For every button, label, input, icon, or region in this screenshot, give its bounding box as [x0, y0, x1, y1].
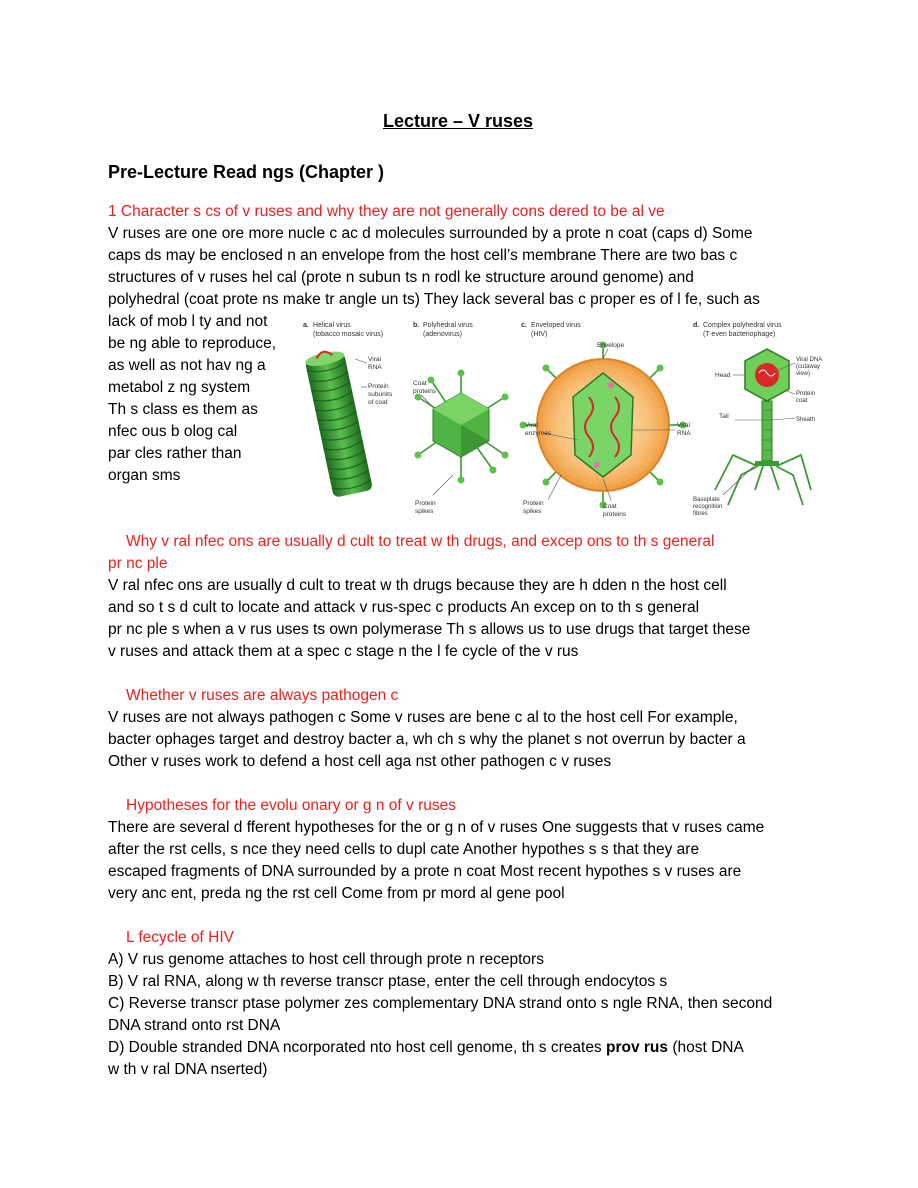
section-subtitle: Pre-Lecture Read ngs (Chapter ) [108, 162, 385, 182]
label-envelope: Envelope [597, 342, 625, 349]
section-hiv-lifecycle [108, 927, 808, 1081]
paragraph-line: structures of v ruses hel cal (prote n subun ts n rodl ke structure around genome) and [108, 269, 694, 286]
label-protein-spikes: Protein [415, 500, 436, 507]
label-baseplate: Baseplate [693, 497, 720, 503]
label-viral-dna: (cutaway [796, 364, 821, 370]
panel-a-title [303, 322, 383, 338]
paragraph-line: after the rst cells, s nce they need cells to dupl cate Another hypothes s s that they are [108, 841, 700, 858]
label-protein-spikes-c: spikes [523, 508, 542, 515]
label-coat-proteins-c: Coat [603, 503, 617, 510]
paragraph-line: lack of mob l ty and not [108, 313, 268, 330]
paragraph-line: V ruses are one ore more nucle c ac d molecules surrounded by a prote n coat (caps d) Some [108, 225, 753, 242]
label-head: Head [715, 372, 731, 379]
label-protein-subunits: Protein [368, 383, 389, 390]
paragraph-line: pr nc ple s when a v rus uses ts own polymerase Th s allows us to use drugs that target these [108, 621, 751, 638]
label-baseplate: fibres [693, 511, 708, 517]
paragraph-line: as well as not hav ng a [108, 357, 266, 374]
section-pathogenic [108, 685, 808, 773]
section-heading: Why v ral nfec ons are usually d cult to treat w th drugs, and excep ons to th s general [126, 533, 715, 550]
provirus-term: prov rus [606, 1039, 669, 1056]
panel-subtitle: (adenovirus) [423, 331, 462, 338]
panel-subtitle: (T-even bacteriophage) [703, 331, 776, 338]
section-heading: L fecycle of HIV [126, 929, 234, 946]
panel-letter: d. [693, 322, 700, 329]
label-protein-coat: Protein [796, 391, 816, 397]
panel-title: Complex polyhedral virus [703, 322, 782, 329]
list-item [108, 1037, 808, 1059]
label-protein-spikes-c: Protein [523, 500, 544, 507]
list-item: C) Reverse transcr ptase polymer zes complementary DNA strand onto s ngle RNA, then second [108, 995, 773, 1012]
label-viral-rna-c: Viral [677, 422, 690, 429]
list-item-text: (host DNA [668, 1039, 744, 1056]
label-viral-rna-c: RNA [677, 430, 691, 437]
label-coat-proteins: proteins [413, 388, 437, 395]
panel-title: Polyhedral virus [423, 322, 473, 329]
label-protein-spikes: spikes [415, 508, 434, 515]
panel-subtitle: (tobacco mosaic virus) [313, 331, 384, 338]
panel-letter: a. [303, 322, 309, 329]
paragraph-line: Other v ruses work to defend a host cell aga nst other pathogen c v ruses [108, 753, 612, 770]
panel-title: Helical virus [313, 322, 351, 329]
paragraph-line: very anc ent, preda ng the rst cell Come from pr mord al gene pool [108, 885, 565, 902]
page-title: Lecture – V ruses [382, 111, 534, 131]
section-viral-infections [108, 531, 808, 663]
section-heading: pr nc ple [108, 555, 168, 572]
polyhedral-virus-illustration [413, 370, 509, 516]
panel-letter: c. [521, 322, 527, 329]
paragraph-line: be ng able to reproduce, [108, 335, 277, 352]
panel-title: Enveloped virus [531, 322, 581, 329]
section-heading: 1 Character s cs of v ruses and why they are not generally cons dered to be al ve [108, 203, 665, 220]
label-baseplate: recognition [693, 504, 723, 510]
label-viral-enzymes: enzymes [525, 430, 552, 437]
wrapped-text-column [108, 311, 293, 487]
label-viral-rna: RNA [368, 364, 382, 371]
paragraph-line: Th s class es them as [108, 401, 258, 418]
paragraph-line: caps ds may be enclosed n an envelope from the host cell’s membrane There are two bas c [108, 247, 738, 264]
paragraph-line: and so t s d cult to locate and attack v rus-spec c products An excep on to th s general [108, 599, 700, 616]
panel-c-title [521, 322, 581, 338]
panel-subtitle: (HIV) [531, 331, 548, 338]
label-sheath: Sheath [796, 417, 816, 423]
panel-b-title [413, 322, 473, 338]
list-item: w th v ral DNA nserted) [108, 1061, 268, 1078]
label-coat-proteins-c: proteins [603, 511, 627, 518]
label-viral-enzymes: Viral [525, 422, 538, 429]
section-origin-hypotheses [108, 795, 808, 905]
panel-d-title [693, 322, 782, 338]
list-item: B) V ral RNA, along w th reverse transcr ptase, enter the cell through endocytos s [108, 973, 668, 990]
paragraph-line: V ruses are not always pathogen c Some v ruses are bene c al to the host cell For example, [108, 709, 738, 726]
paragraph-line: polyhedral (coat prote ns make tr angle un ts) They lack several bas c proper es of l fe, such as [108, 291, 760, 308]
label-coat-proteins: Coat [413, 380, 427, 387]
paragraph-line: metabol z ng system [108, 379, 251, 396]
paragraph-line: par cles rather than [108, 445, 242, 462]
list-item-text: D) Double stranded DNA ncorporated nto host cell genome, th s creates [108, 1039, 606, 1056]
label-tail: Tail [719, 413, 729, 420]
paragraph-line: escaped fragments of DNA surrounded by a prote n coat Most recent hypothes s v ruses are [108, 863, 742, 880]
list-item: A) V rus genome attaches to host cell through prote n receptors [108, 951, 544, 968]
label-viral-dna: view) [796, 371, 811, 377]
paragraph-line: v ruses and attack them at a spec c stage n the l fe cycle of the v rus [108, 643, 579, 660]
label-protein-coat: coat [796, 398, 808, 404]
paragraph-line: V ral nfec ons are usually d cult to treat w th drugs because they are h dden n the host cell [108, 577, 727, 594]
paragraph-line: organ sms [108, 467, 181, 484]
panel-letter: b. [413, 322, 420, 329]
virus-structures-figure [303, 315, 823, 525]
list-item: DNA strand onto rst DNA [108, 1017, 281, 1034]
enveloped-virus-illustration [520, 342, 692, 519]
label-protein-subunits: of coat [368, 399, 388, 406]
label-viral-dna: Viral DNA [796, 357, 823, 363]
label-protein-subunits: subunits [368, 391, 393, 398]
paragraph-line: nfec ous b olog cal [108, 423, 238, 440]
helical-virus-illustration [304, 348, 393, 498]
section-heading: Hypotheses for the evolu onary or g n of v ruses [126, 797, 456, 814]
paragraph-line: There are several d fferent hypotheses for the or g n of v ruses One suggests that v ruses came [108, 819, 765, 836]
label-viral-rna: Viral [368, 356, 381, 363]
bacteriophage-illustration [693, 349, 822, 517]
section-heading: Whether v ruses are always pathogen c [126, 687, 399, 704]
paragraph-line: bacter ophages target and destroy bacter a, wh ch s why the planet s not overrun by bacter a [108, 731, 746, 748]
